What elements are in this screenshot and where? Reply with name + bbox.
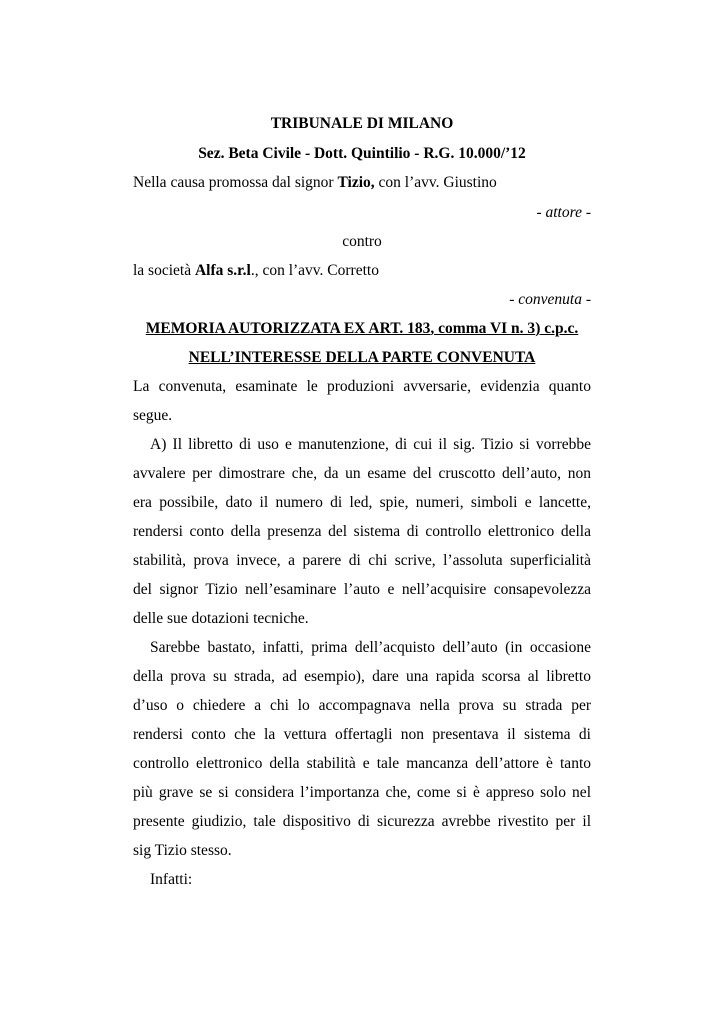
plaintiff-prefix: Nella causa promossa dal signor xyxy=(133,174,338,191)
para-a-line: del signor Tizio nell’esaminare l’auto e nell’acquisire consapevolezza xyxy=(133,581,591,598)
para-b-line: rendersi conto che la vettura offertagli non presentava il sistema di xyxy=(133,726,591,743)
para-b-line: presente giudizio, tale dispositivo di sicurezza avrebbe rivestito per il xyxy=(133,813,591,830)
plaintiff-role: - attore - xyxy=(536,204,591,221)
para-b-line: sig Tizio stesso. xyxy=(133,842,232,859)
memoria-title-d: c.p.c. xyxy=(540,320,579,337)
para-b-line: controllo elettronico della stabilità e tale mancanza dell’attore è tanto xyxy=(133,755,591,772)
memoria-title-a: MEMORIA AUTORIZZATA EX ART. 183 xyxy=(145,320,431,337)
memoria-title-c: ) xyxy=(535,320,541,337)
memoria-title-b: , comma VI n. 3 xyxy=(430,320,536,337)
defendant-suffix: ., con l’avv. Corretto xyxy=(250,262,379,279)
para-b-line: più grave se si considera l’importanza che, come si è appreso solo nel xyxy=(133,784,591,801)
closing-line: Infatti: xyxy=(150,871,193,888)
contro-label: contro xyxy=(342,233,382,250)
memoria-title xyxy=(133,319,591,339)
plaintiff-suffix: con l’avv. Giustino xyxy=(374,174,497,191)
para-a-line: stabilità, prova invece, a parere di chi scrive, l’assoluta superficialità xyxy=(133,552,591,569)
para-a-line: avvalere per dimostrare che, da un esame del cruscotto dell’auto, non xyxy=(133,465,591,482)
plaintiff-line xyxy=(133,173,591,193)
para-a-line: rendersi conto della presenza del sistema di controllo elettronico della xyxy=(133,523,591,540)
para-b-line: Sarebbe bastato, infatti, prima dell’acquisto dell’auto (in occasione xyxy=(150,639,591,656)
intro-line-2: segue. xyxy=(133,407,173,424)
defendant-role: - convenuta - xyxy=(509,291,591,308)
defendant-line xyxy=(133,261,591,281)
para-a-line: A) Il libretto di uso e manutenzione, di cui il sig. Tizio si vorrebbe xyxy=(150,436,591,453)
para-a-line: delle sue dotazioni tecniche. xyxy=(133,610,309,627)
court-heading: TRIBUNALE DI MILANO xyxy=(270,115,454,132)
defendant-prefix: la società xyxy=(133,262,195,279)
para-b-line: della prova su strada, ad esempio), dare una rapida scorsa al libretto xyxy=(133,668,591,685)
case-reference: Sez. Beta Civile - Dott. Quintilio - R.G. 10.000/’12 xyxy=(198,145,526,162)
memoria-subtitle: NELL’INTERESSE DELLA PARTE CONVENUTA xyxy=(188,349,536,366)
defendant-name: Alfa s.r.l xyxy=(194,262,251,279)
para-b-line: d’uso o chiedere a chi lo accompagnava nella prova su strada per xyxy=(133,697,591,714)
para-a-line: era possibile, dato il numero di led, spie, numeri, simboli e lancette, xyxy=(133,494,591,511)
intro-line-1: La convenuta, esaminate le produzioni avversarie, evidenzia quanto xyxy=(133,378,591,395)
plaintiff-name: Tizio, xyxy=(337,174,375,191)
